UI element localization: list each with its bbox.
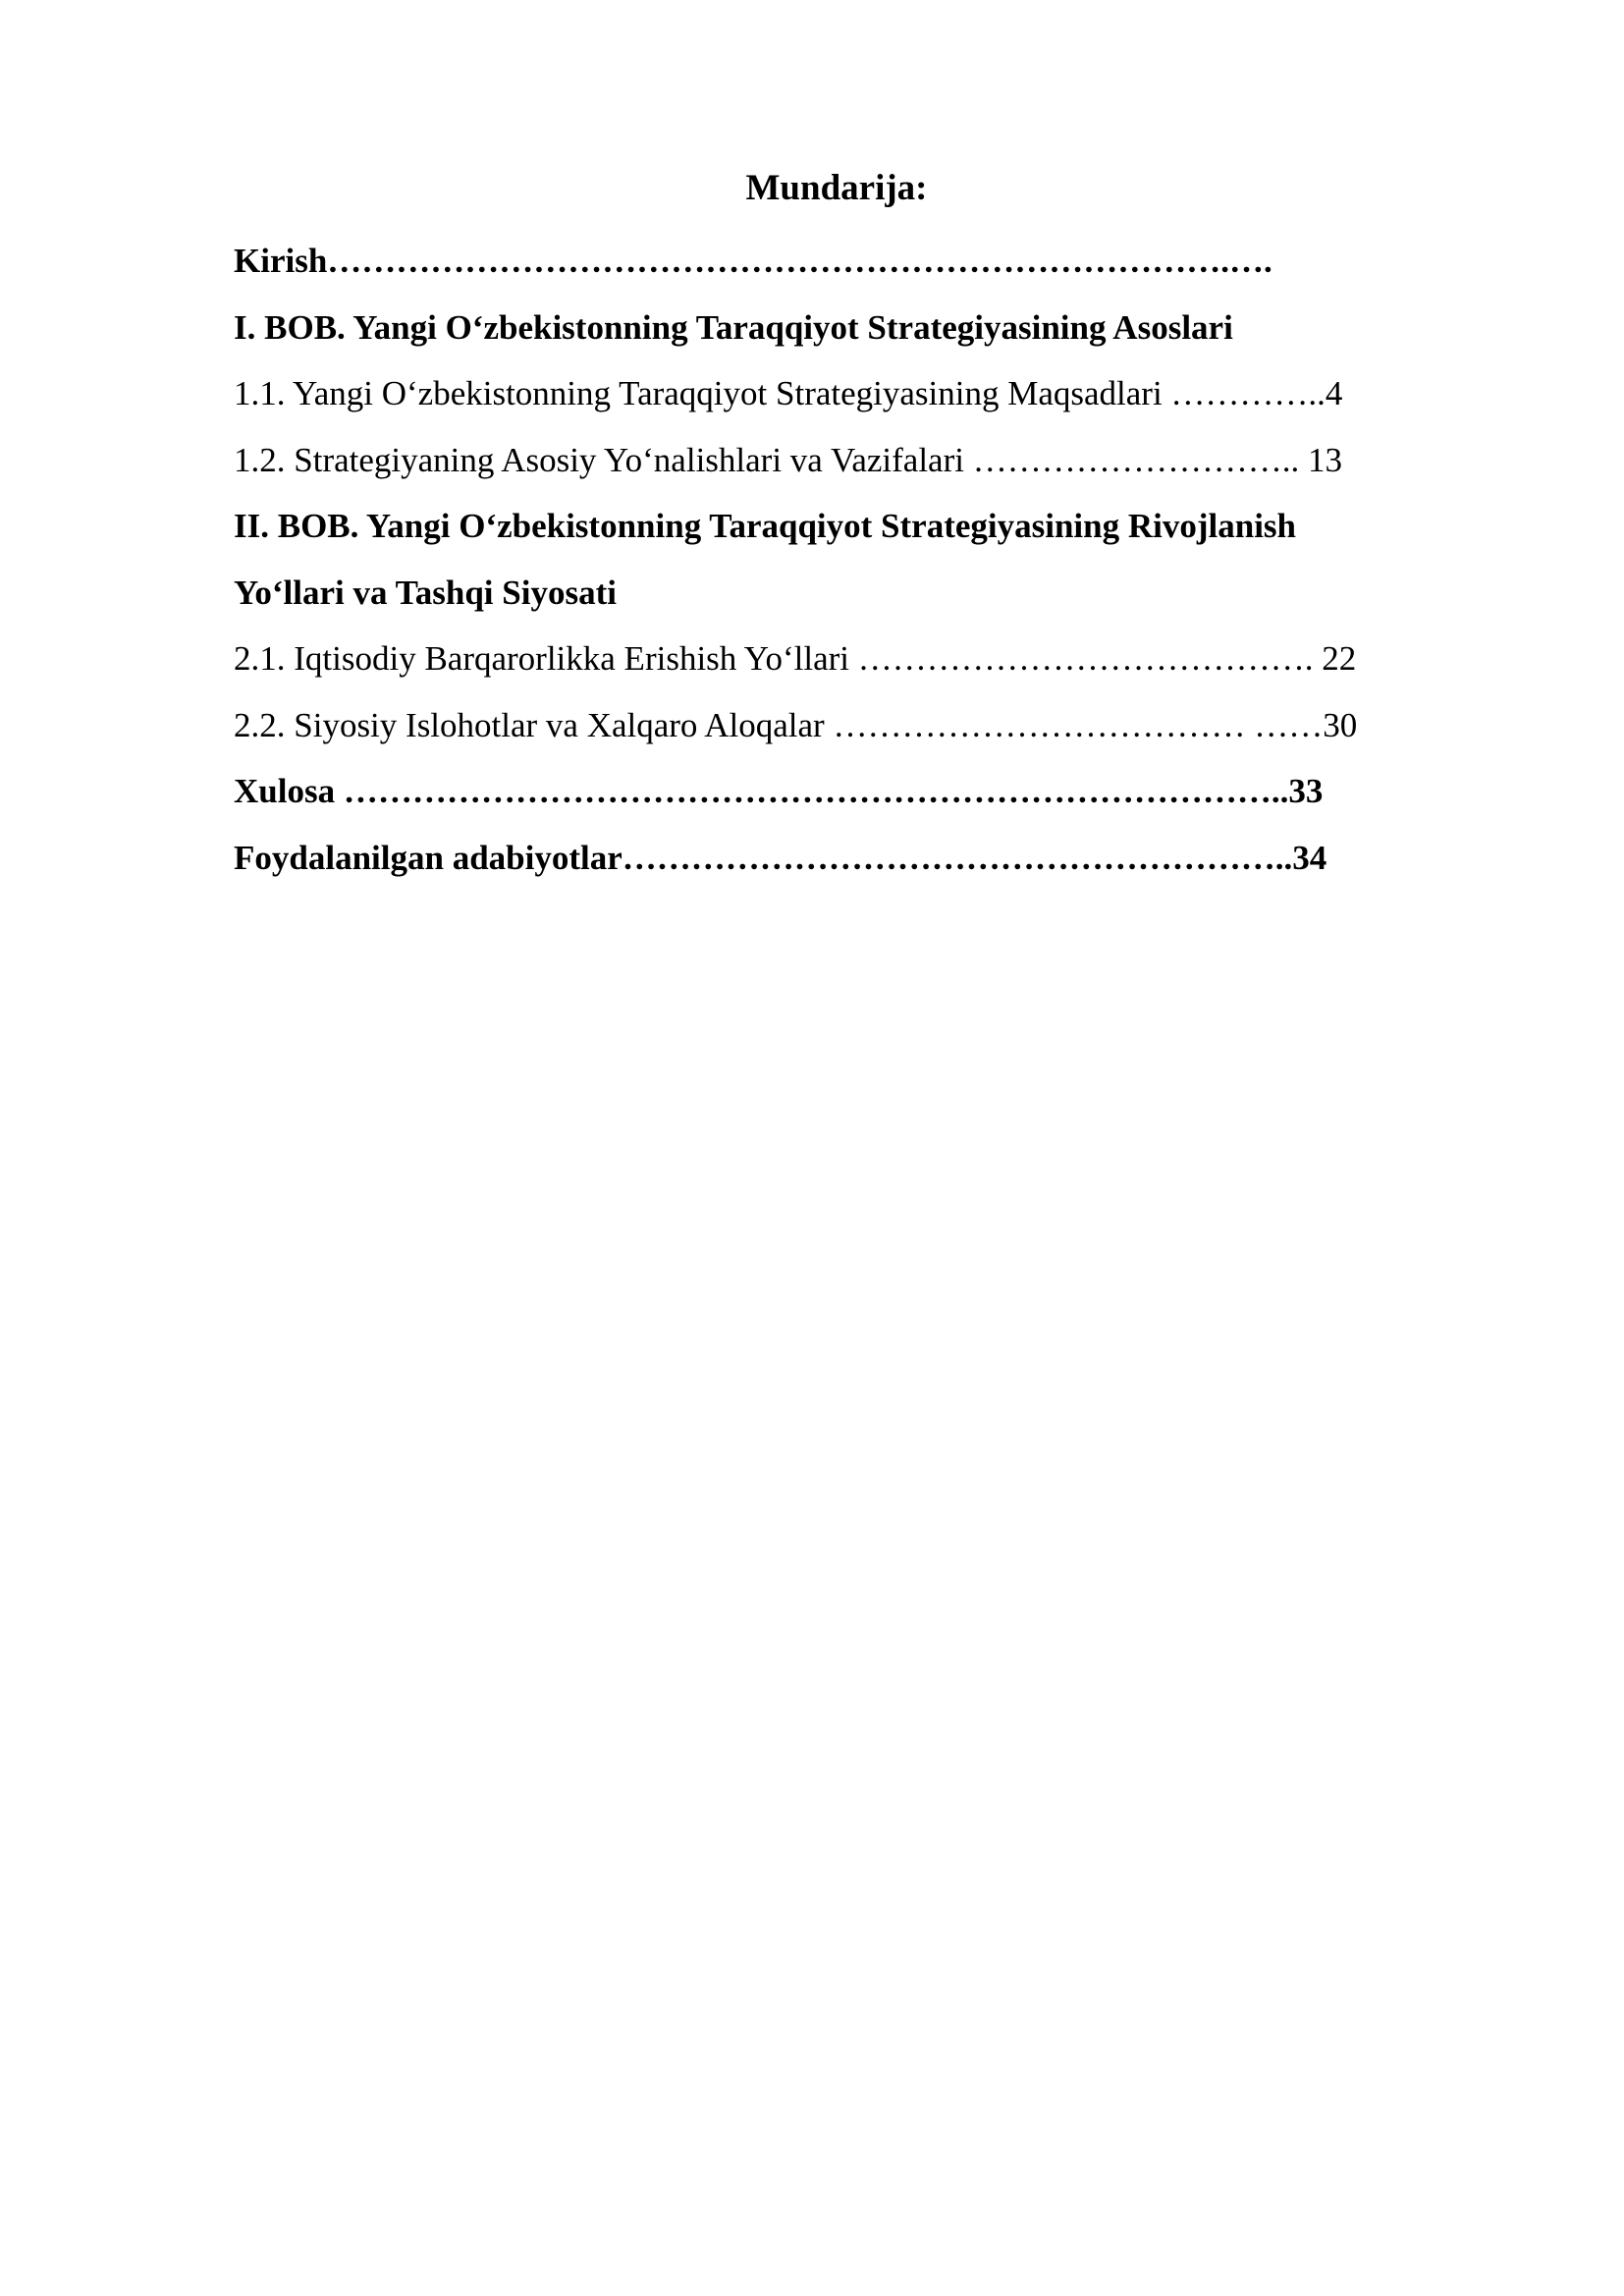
toc-entry-kirish: Kirish…………………………………………………………………….…. <box>234 242 1272 280</box>
toc-entry-chapter-2-line-2: Yo‘llari va Tashqi Siyosati <box>234 573 617 612</box>
toc-entry-section-1-2: 1.2. Strategiyaning Asosiy Yo‘nalishlari va Vazifalari ……………………….. 13 <box>234 440 1342 479</box>
toc-entry-section-2-2: 2.2. Siyosiy Islohotlar va Xalqaro Aloqalar ……………………………… ……30 <box>234 705 1358 744</box>
toc-title: Mundarija: <box>745 168 928 208</box>
toc-entry-chapter-1: I. BOB. Yangi O‘zbekistonning Taraqqiyot Strategiyasining Asoslari <box>234 307 1233 347</box>
toc-entry-chapter-2-line-1: II. BOB. Yangi O‘zbekistonning Taraqqiyot Strategiyasining Rivojlanish <box>234 507 1297 545</box>
toc-entry-xulosa: Xulosa ………………………………………………………………………..33 <box>234 772 1324 810</box>
table-of-contents <box>234 228 1510 891</box>
toc-entry-section-2-1: 2.1. Iqtisodiy Barqarorlikka Erishish Yo‘llari …………………………………. 22 <box>234 639 1357 678</box>
toc-entry-section-1-1: 1.1. Yangi O‘zbekistonning Taraqqiyot Strategiyasining Maqsadlari …………..4 <box>234 374 1343 412</box>
toc-entry-references: Foydalanilgan adabiyotlar…………………………………………………..34 <box>234 838 1327 877</box>
